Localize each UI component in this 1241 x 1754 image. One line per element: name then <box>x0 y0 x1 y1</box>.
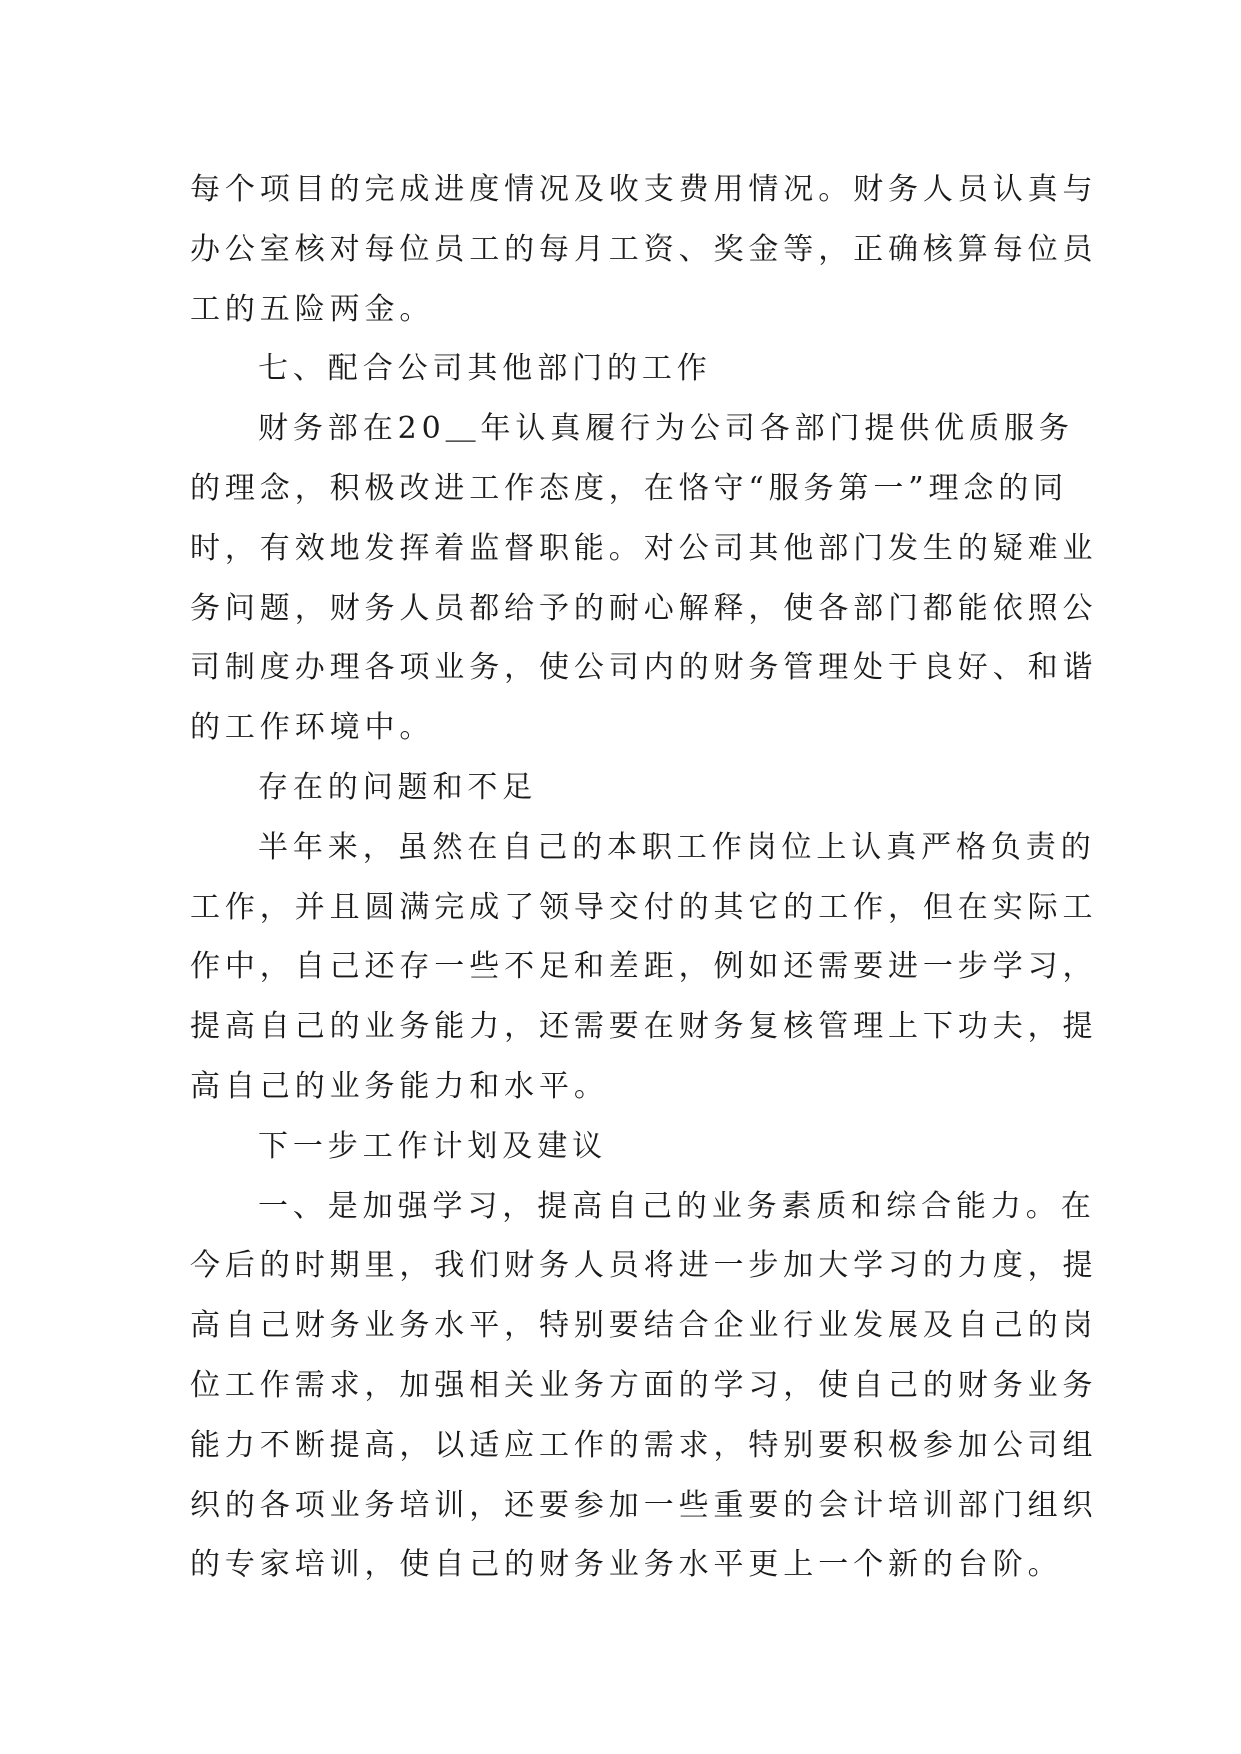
text-line: 工作，并且圆满完成了领导交付的其它的工作，但在实际工 <box>190 889 1098 925</box>
text-line: 下一步工作计划及建议 <box>258 1128 607 1164</box>
text-line: 的专家培训，使自己的财务业务水平更上一个新的台阶。 <box>190 1547 1063 1583</box>
text-line: 的理念，积极改进工作态度，在恪守“服务第一”理念的同 <box>190 470 1069 506</box>
text-line: 高自己的业务能力和水平。 <box>190 1068 609 1104</box>
text-line: 位工作需求，加强相关业务方面的学习，使自己的财务业务 <box>190 1367 1098 1403</box>
text-line: 一、是加强学习，提高自己的业务素质和综合能力。在 <box>258 1188 1096 1224</box>
document-body <box>190 160 1098 1595</box>
text-line: 财务部在20＿年认真履行为公司各部门提供优质服务 <box>258 411 1074 447</box>
text-line: 高自己财务业务水平，特别要结合企业行业发展及自己的岗 <box>190 1308 1098 1344</box>
text-line: 每个项目的完成进度情况及收支费用情况。财务人员认真与 <box>190 172 1098 207</box>
text-line: 办公室核对每位员工的每月工资、奖金等，正确核算每位员 <box>190 231 1098 267</box>
text-line: 能力不断提高，以适应工作的需求，特别要积极参加公司组 <box>190 1427 1098 1463</box>
text-line: 织的各项业务培训，还要参加一些重要的会计培训部门组织 <box>190 1487 1098 1523</box>
text-line: 今后的时期里，我们财务人员将进一步加大学习的力度，提 <box>190 1248 1098 1284</box>
text-line: 提高自己的业务能力，还需要在财务复核管理上下功夫，提 <box>190 1009 1098 1045</box>
text-line: 时，有效地发挥着监督职能。对公司其他部门发生的疑难业 <box>190 530 1098 566</box>
text-line: 半年来，虽然在自己的本职工作岗位上认真严格负责的 <box>258 829 1096 865</box>
text-line: 存在的问题和不足 <box>258 769 538 805</box>
text-line: 七、配合公司其他部门的工作 <box>258 351 712 387</box>
text-line: 工的五险两金。 <box>190 291 435 327</box>
text-line: 务问题，财务人员都给予的耐心解释，使各部门都能依照公 <box>190 590 1098 626</box>
text-line: 司制度办理各项业务，使公司内的财务管理处于良好、和谐 <box>190 650 1098 686</box>
text-line: 的工作环境中。 <box>190 710 435 746</box>
text-line: 作中，自己还存一些不足和差距，例如还需要进一步学习， <box>190 949 1098 985</box>
